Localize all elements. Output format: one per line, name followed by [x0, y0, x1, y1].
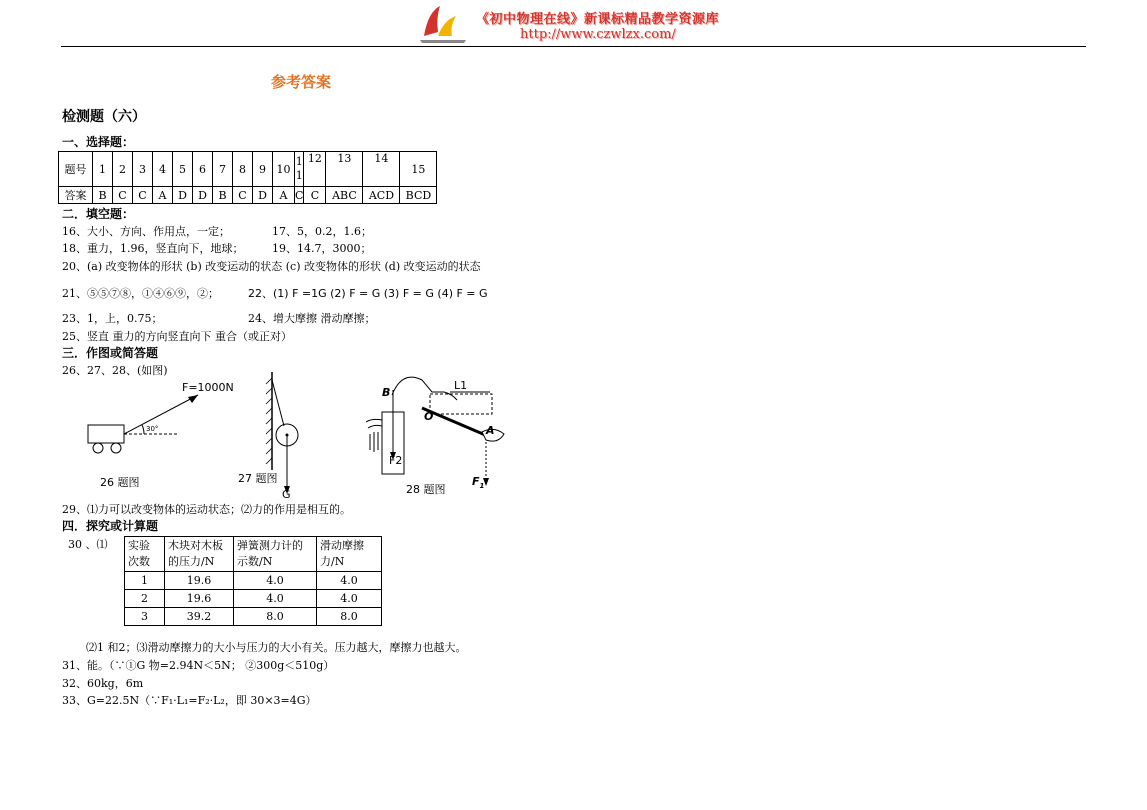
- table-cell: 3: [125, 608, 165, 626]
- table-cell: 4.0: [317, 590, 382, 608]
- table-cell: 9: [253, 152, 273, 187]
- answer-29: 29、⑴力可以改变物体的运动状态；⑵力的作用是相互的。: [62, 503, 351, 516]
- table-cell: 1: [125, 572, 165, 590]
- figure-26-caption: 26 题图: [100, 476, 140, 489]
- table-row: [125, 572, 382, 590]
- answer-26-28: 26、27、28、(如图): [62, 364, 168, 377]
- answer-31: 31、能。（∵①G 物=2.94N＜5N； ②300g＜510g）: [62, 659, 335, 672]
- answer-18: 18、重力，1.96，竖直向下，地球；: [62, 242, 244, 255]
- table-cell: 19.6: [165, 590, 234, 608]
- answer-23: 23、1，上，0.75；: [62, 312, 163, 325]
- answer-19: 19、14.7，3000；: [272, 242, 372, 255]
- table-cell: ABC: [326, 187, 363, 204]
- table-cell: 4.0: [317, 572, 382, 590]
- header-title: 《初中物理在线》新课标精品教学资源库: [476, 12, 720, 27]
- table-row: [125, 590, 382, 608]
- table-cell: B: [93, 187, 113, 204]
- table-cell: 4.0: [234, 572, 317, 590]
- table-cell: 19.6: [165, 572, 234, 590]
- answer-24: 24、增大摩擦 滑动摩擦；: [248, 312, 376, 325]
- section2-title: 二．填空题：: [62, 207, 135, 221]
- answer-33: 33、G=22.5N（∵F₁·L₁=F₂·L₂，即 30×3=4G）: [62, 694, 317, 707]
- answer-17: 17、5，0.2，1.6；: [272, 225, 372, 238]
- question-number-row: [59, 152, 437, 187]
- answer-22: 22、(1) F =1G (2) F = G (3) F = G (4) F = G: [248, 287, 488, 300]
- answer-21: 21、⑤⑤⑦⑧，①④⑥⑨，②；: [62, 287, 219, 300]
- answer-16: 16、大小、方向、作用点，一定；: [62, 225, 230, 238]
- table-cell: 8.0: [317, 608, 382, 626]
- table-cell: 8.0: [234, 608, 317, 626]
- row-label-number: 题号: [59, 152, 93, 187]
- table-cell: C: [113, 187, 133, 204]
- table-cell: A: [273, 187, 295, 204]
- table-cell: 15: [400, 152, 437, 187]
- multiple-choice-table: [58, 151, 437, 204]
- table-cell: 8: [233, 152, 253, 187]
- header-cell: 弹簧测力计的 示数/N: [234, 537, 317, 572]
- table-cell: 3: [133, 152, 153, 187]
- answer-30-label: 30 、⑴: [68, 538, 108, 551]
- table-cell: D: [193, 187, 213, 204]
- experiment-table: [124, 536, 382, 626]
- table-cell: C: [233, 187, 253, 204]
- figure-28-caption: 28 题图: [406, 483, 446, 496]
- figure-28-l1-label: L1: [454, 379, 468, 392]
- table-cell: 2: [113, 152, 133, 187]
- table-cell: B: [213, 187, 233, 204]
- table-cell: ACD: [363, 187, 400, 204]
- table-cell: C: [133, 187, 153, 204]
- answers-heading: 参考答案: [271, 73, 332, 91]
- header-cell: 实验 次数: [125, 537, 165, 572]
- table-row: [125, 608, 382, 626]
- table-cell: C: [295, 188, 304, 202]
- table-cell: 13: [326, 152, 363, 187]
- test-title: 检测题（六）: [62, 109, 146, 125]
- table-header-row: [125, 537, 382, 572]
- table-cell: D: [253, 187, 273, 204]
- table-cell: 5: [173, 152, 193, 187]
- section4-title: 四．探究或计算题: [62, 519, 159, 533]
- answer-32: 32、60kg，6m: [62, 677, 144, 690]
- figure-28-o-label: O: [424, 410, 434, 423]
- figure-26-angle-label: 30°: [146, 425, 159, 433]
- answer-20: 20、(a) 改变物体的形状 (b) 改变运动的状态 (c) 改变物体的形状 (d) 改变运动的状态: [62, 260, 481, 273]
- table-cell: 39.2: [165, 608, 234, 626]
- table-cell: 4.0: [234, 590, 317, 608]
- header-cell: 滑动摩擦 力/N: [317, 537, 382, 572]
- table-cell: 10: [273, 152, 295, 187]
- answer-row: [59, 187, 437, 204]
- figure-26-force-label: F=1000N: [182, 381, 234, 394]
- table-cell: 12: [304, 152, 326, 187]
- table-cell: 2: [125, 590, 165, 608]
- table-cell: 6: [193, 152, 213, 187]
- table-cell: C: [304, 187, 326, 204]
- answer-30-2: ⑵1 和2；⑶滑动摩擦力的大小与压力的大小有关。压力越大，摩擦力也越大。: [86, 641, 467, 654]
- row-label-answer: 答案: [59, 187, 93, 204]
- section3-title: 三．作图或简答题: [62, 346, 159, 360]
- table-cell: 11: [295, 152, 304, 187]
- figure-27-caption: 27 题图: [238, 472, 278, 485]
- table-cell: A: [153, 187, 173, 204]
- header-url-link[interactable]: http://www.czwlzx.com/: [520, 27, 676, 42]
- figure-28-f2-label: F2: [389, 454, 403, 467]
- table-cell: 4: [153, 152, 173, 187]
- header-cell: 木块对木板 的压力/N: [165, 537, 234, 572]
- figure-27-g-label: G: [282, 488, 291, 501]
- answer-25: 25、竖直 重力的方向竖直向下 重合（或正对）: [62, 330, 292, 343]
- figure-28-a-label: A: [486, 424, 495, 437]
- header-divider: [61, 46, 1086, 47]
- table-cell: 7: [213, 152, 233, 187]
- section1-title: 一、选择题：: [62, 135, 135, 149]
- table-cell: 1: [93, 152, 113, 187]
- table-cell: BCD: [400, 187, 437, 204]
- figure-28-b-label: B: [382, 386, 391, 399]
- table-cell: D: [173, 187, 193, 204]
- site-logo-icon: [418, 2, 468, 44]
- table-cell: 14: [363, 152, 400, 187]
- figure-28-f1-label: $F_1$: [472, 475, 485, 491]
